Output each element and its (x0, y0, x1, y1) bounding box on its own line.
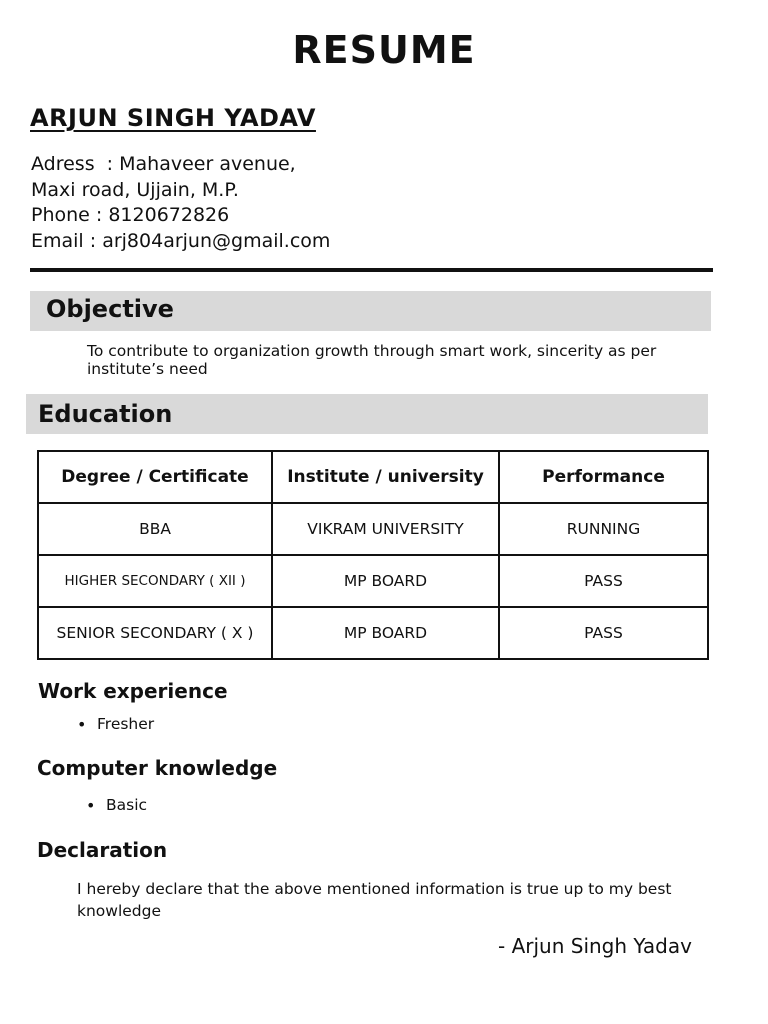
performance-cell: RUNNING (499, 503, 708, 555)
education-table (37, 450, 709, 660)
address-line-1: Adress : Mahaveer avenue, (31, 153, 296, 175)
address-line-2: Maxi road, Ujjain, M.P. (31, 178, 239, 201)
declaration-heading: Declaration (37, 838, 168, 862)
column-header-institute: Institute / university (272, 451, 499, 503)
resume-title: RESUME (292, 28, 476, 72)
table-row (38, 555, 708, 607)
email-line: Email : arj804arjun@gmail.com (31, 229, 331, 252)
declaration-text: I hereby declare that the above mentioned information is true up to my best knowledge (77, 880, 672, 920)
institute-cell: VIKRAM UNIVERSITY (272, 503, 499, 555)
degree-cell: SENIOR SECONDARY ( X ) (38, 607, 272, 659)
degree-cell: HIGHER SECONDARY ( XII ) (38, 555, 272, 607)
work-experience-list (97, 715, 154, 733)
candidate-name: ARJUN SINGH YADAV (30, 104, 316, 132)
objective-section-header (30, 291, 711, 331)
computer-knowledge-heading: Computer knowledge (37, 756, 278, 780)
header-divider (30, 268, 713, 272)
objective-heading: Objective (46, 295, 174, 323)
table-row (38, 607, 708, 659)
column-header-performance: Performance (499, 451, 708, 503)
contact-block (31, 152, 330, 254)
table-row (38, 503, 708, 555)
degree-cell: BBA (38, 503, 272, 555)
column-header-degree: Degree / Certificate (38, 451, 272, 503)
objective-text: To contribute to organization growth through smart work, sincerity as per institute’s need (87, 342, 657, 378)
education-section-header (26, 394, 708, 434)
table-header-row (38, 451, 708, 503)
signature: - Arjun Singh Yadav (498, 934, 692, 958)
phone-line: Phone : 8120672826 (31, 204, 230, 226)
education-heading: Education (38, 400, 173, 428)
institute-cell: MP BOARD (272, 607, 499, 659)
computer-knowledge-list (106, 796, 147, 814)
work-experience-heading: Work experience (38, 679, 228, 703)
performance-cell: PASS (499, 555, 708, 607)
list-item: • Basic (106, 796, 147, 814)
institute-cell: MP BOARD (272, 555, 499, 607)
list-item: • Fresher (97, 715, 154, 733)
performance-cell: PASS (499, 607, 708, 659)
